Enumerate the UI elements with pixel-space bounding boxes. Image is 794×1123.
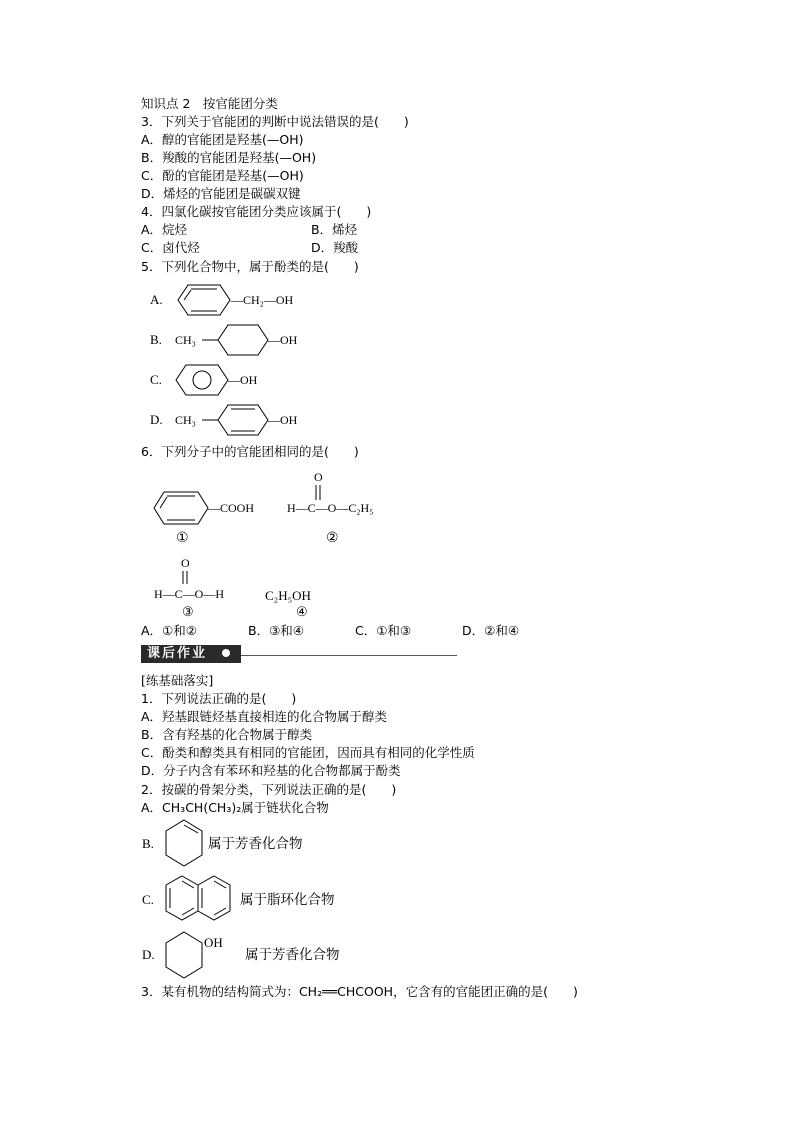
q5-c-right: —OH <box>228 373 258 387</box>
q5-b-left: CH₃ <box>175 333 196 347</box>
q6-m4-formula: C₂H₅OH <box>265 588 311 603</box>
cyclohexanol-structure <box>164 930 244 982</box>
q4-option-c: C．卤代烃 <box>141 240 200 255</box>
ethyl-formate-structure <box>286 468 416 524</box>
q5-stem: 5．下列化合物中，属于酚类的是( ) <box>141 259 359 274</box>
phenol-structure <box>174 362 284 398</box>
q4-option-b: B．烯烃 <box>311 222 358 237</box>
p2-option-a: A．CH₃CH(CH₃)₂属于链状化合物 <box>141 800 329 815</box>
q6-option-c: C．①和③ <box>355 623 412 638</box>
q3-stem: 3．下列关于官能团的判断中说法错误的是( ) <box>141 114 409 129</box>
q6-option-b: B．③和④ <box>248 623 304 638</box>
q6-m1-group: —COOH <box>208 501 255 515</box>
p2-b-text: 属于芳香化合物 <box>208 836 303 852</box>
naphthalene-structure <box>164 874 236 926</box>
q6-m2-formula: H—C—O—C₂H₅ <box>287 501 374 515</box>
q6-num-4: ④ <box>296 604 308 619</box>
q5-label-b: B. <box>150 332 162 347</box>
q5-label-a: A. <box>150 292 163 307</box>
q6-num-1: ① <box>176 531 189 546</box>
banner-divider <box>241 655 457 656</box>
q4-stem: 4．四氯化碳按官能团分类应该属于( ) <box>141 204 372 219</box>
q6-option-d: D．②和④ <box>462 623 520 638</box>
p2-label-d: D. <box>142 947 155 962</box>
methylcyclohexadienol-structure <box>174 402 314 438</box>
banner-dot-icon <box>222 649 230 657</box>
q6-num-2: ② <box>326 531 339 546</box>
q3-option-a: A．醇的官能团是羟基(—OH) <box>141 132 304 147</box>
p2-label-c: C. <box>142 892 154 907</box>
q5-d-right: —OH <box>268 413 298 427</box>
section-heading: 知识点 2 按官能团分类 <box>141 96 278 111</box>
q6-m2-o: O <box>314 470 323 484</box>
p2-d-text: 属于芳香化合物 <box>245 947 340 963</box>
cyclohexene-structure <box>164 818 208 870</box>
p2-c-text: 属于脂环化合物 <box>240 892 335 908</box>
p1-option-b: B．含有羟基的化合物属于醇类 <box>141 727 313 742</box>
practice-heading: [练基础落实] <box>141 673 214 688</box>
p2-label-b: B. <box>142 836 154 851</box>
p2-stem: 2．按碳的骨架分类，下列说法正确的是( ) <box>141 782 397 797</box>
q4-option-d: D．羧酸 <box>311 240 359 255</box>
q6-stem: 6．下列分子中的官能团相同的是( ) <box>141 444 359 459</box>
benzoic-acid-structure <box>150 488 270 528</box>
p1-option-d: D．分子内含有苯环和羟基的化合物都属于酚类 <box>141 763 401 778</box>
q3-option-b: B．羧酸的官能团是羟基(—OH) <box>141 150 317 165</box>
q5-d-left: CH₃ <box>175 413 196 427</box>
p1-stem: 1．下列说法正确的是( ) <box>141 691 297 706</box>
q5-a-group: —CH₂—OH <box>231 293 294 307</box>
q3-option-d: D．烯烃的官能团是碳碳双键 <box>141 186 301 201</box>
q6-m3-o: O <box>181 556 190 570</box>
benzyl-alcohol-structure <box>174 282 314 318</box>
formic-acid-structure <box>154 554 264 606</box>
q6-option-a: A．①和② <box>141 623 197 638</box>
methylcyclohexanol-structure <box>174 322 314 358</box>
q4-option-a: A．烷烃 <box>141 222 188 237</box>
p1-option-a: A．羟基跟链烃基直接相连的化合物属于醇类 <box>141 709 388 724</box>
p2-d-oh: OH <box>204 935 223 950</box>
q3-option-c: C．酚的官能团是羟基(—OH) <box>141 168 304 183</box>
p3-stem: 3．某有机物的结构简式为：CH₂══CHCOOH，它含有的官能团正确的是( ) <box>141 984 578 999</box>
q6-m3-formula: H—C—O—H <box>154 587 225 601</box>
q5-b-right: —OH <box>268 333 298 347</box>
q6-num-3: ③ <box>182 604 194 619</box>
p1-option-c: C．酚类和醇类具有相同的官能团，因而具有相同的化学性质 <box>141 745 475 760</box>
q5-label-d: D. <box>150 412 163 427</box>
q5-label-c: C. <box>150 372 162 387</box>
banner-label: 课后作业 <box>147 646 208 661</box>
